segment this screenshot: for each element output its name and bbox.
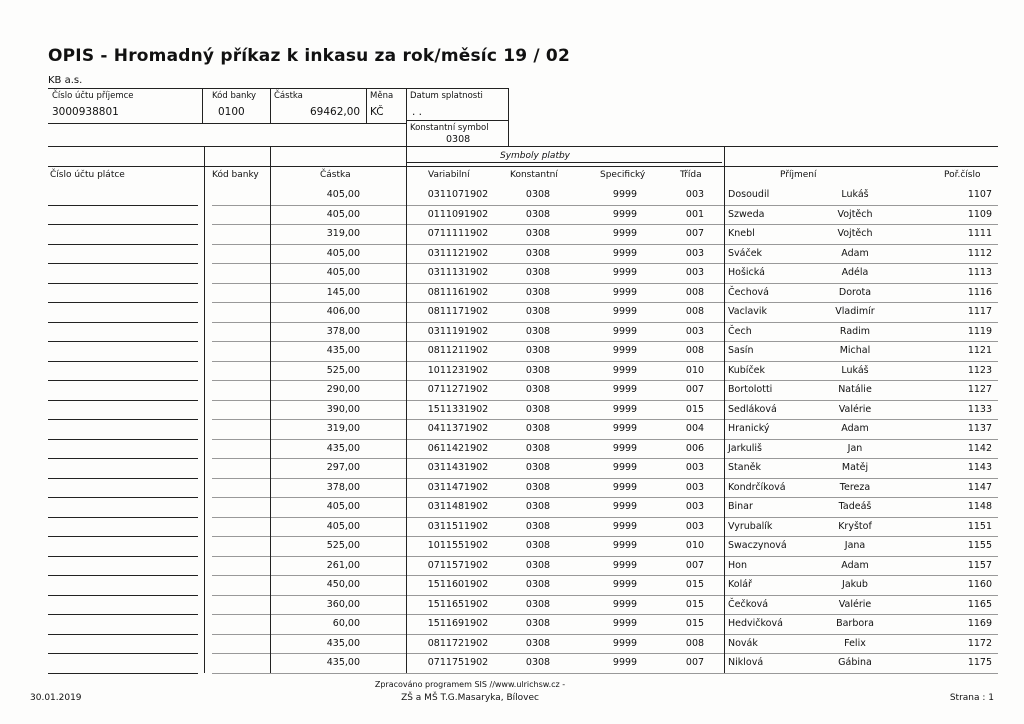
cell-class: 015 <box>685 618 705 629</box>
cell-name: Michal <box>839 345 871 356</box>
cell-class: 015 <box>685 579 705 590</box>
cell-surname: Kolář <box>728 579 752 590</box>
cell-surname: Kubíček <box>728 364 766 376</box>
table-row <box>0 341 1024 360</box>
table-row <box>0 361 1024 380</box>
cell-variable: 1011231902 <box>427 364 489 376</box>
cell-name: Adam <box>841 247 869 259</box>
cell-amount: 435,00 <box>326 657 360 668</box>
cell-variable: 0311471902 <box>427 481 489 493</box>
cell-specific: 9999 <box>612 208 638 220</box>
table-row <box>0 556 1024 575</box>
column-separator <box>406 146 407 673</box>
recipient-bank-code-value: 0100 <box>218 106 245 118</box>
cell-surname: Vaclavik <box>728 306 768 317</box>
cell-class: 004 <box>685 423 705 434</box>
cell-amount: 378,00 <box>326 481 360 493</box>
cell-constant: 0308 <box>525 442 551 454</box>
cell-name: Vladimír <box>835 306 875 317</box>
cell-order: 1117 <box>967 306 992 317</box>
cell-order: 1148 <box>967 501 992 512</box>
cell-class: 010 <box>685 540 705 551</box>
cell-specific: 9999 <box>612 442 638 454</box>
recipient-currency-label: Měna <box>370 91 394 101</box>
table-row <box>0 478 1024 497</box>
cell-specific: 9999 <box>612 637 638 649</box>
cell-order: 1165 <box>967 598 992 610</box>
cell-constant: 0308 <box>525 598 551 610</box>
table-row <box>0 263 1024 282</box>
table-header-line <box>48 166 998 167</box>
cell-order: 1155 <box>967 540 992 551</box>
cell-specific: 9999 <box>612 598 638 610</box>
cell-specific: 9999 <box>612 306 638 317</box>
recipient-account-value: 3000938801 <box>52 106 119 118</box>
cell-amount: 261,00 <box>326 559 360 571</box>
cell-specific: 9999 <box>612 423 638 434</box>
cell-specific: 9999 <box>612 481 638 493</box>
footer-program: Zpracováno programem SIS //www.ulrichsw.cz - <box>374 680 566 689</box>
cell-variable: 0711571902 <box>427 559 489 571</box>
cell-constant: 0308 <box>525 481 551 493</box>
cell-name: Adam <box>841 559 869 571</box>
cell-amount: 525,00 <box>326 364 360 376</box>
col-variable: Variabilní <box>428 170 470 180</box>
cell-order: 1119 <box>967 325 992 337</box>
cell-name: Vojtěch <box>837 228 873 239</box>
cell-constant: 0308 <box>525 306 551 317</box>
cell-order: 1157 <box>967 559 992 571</box>
cell-specific: 9999 <box>612 189 638 200</box>
cell-specific: 9999 <box>612 579 638 590</box>
table-row <box>0 283 1024 302</box>
table-row <box>0 595 1024 614</box>
cell-variable: 0311121902 <box>427 247 489 259</box>
cell-amount: 319,00 <box>326 228 360 239</box>
table-row <box>0 244 1024 263</box>
table-row <box>0 517 1024 536</box>
table-row <box>0 614 1024 633</box>
payer-account-line <box>48 673 198 674</box>
cell-variable: 1511331902 <box>427 403 489 415</box>
header-vline-1 <box>202 88 203 123</box>
cell-class: 003 <box>685 325 705 337</box>
cell-variable: 0811161902 <box>427 286 489 298</box>
cell-constant: 0308 <box>525 267 551 278</box>
cell-name: Adam <box>841 423 869 434</box>
cell-specific: 9999 <box>612 228 638 239</box>
header-vline-3 <box>366 88 367 123</box>
row-separator <box>212 673 998 674</box>
cell-constant: 0308 <box>525 559 551 571</box>
cell-constant: 0308 <box>525 540 551 551</box>
cell-constant: 0308 <box>525 208 551 220</box>
cell-surname: Knebl <box>728 228 755 239</box>
cell-name: Dorota <box>838 286 872 298</box>
cell-specific: 9999 <box>612 325 638 337</box>
cell-amount: 435,00 <box>326 442 360 454</box>
cell-variable: 1511601902 <box>427 579 489 590</box>
table-row <box>0 653 1024 672</box>
cell-class: 003 <box>685 481 705 493</box>
cell-surname: Jarkuliš <box>728 442 762 454</box>
cell-specific: 9999 <box>612 247 638 259</box>
cell-order: 1160 <box>967 579 992 590</box>
cell-variable: 0611421902 <box>427 442 489 454</box>
cell-variable: 0311071902 <box>427 189 489 200</box>
cell-class: 003 <box>685 501 705 512</box>
cell-specific: 9999 <box>612 501 638 512</box>
cell-variable: 0311511902 <box>427 520 489 532</box>
cell-constant: 0308 <box>525 325 551 337</box>
cell-order: 1169 <box>967 618 992 629</box>
cell-variable: 0711751902 <box>427 657 489 668</box>
bank-name: KB a.s. <box>48 75 83 86</box>
recipient-bank-code-label: Kód banky <box>212 91 257 101</box>
cell-class: 003 <box>685 247 705 259</box>
cell-constant: 0308 <box>525 189 551 200</box>
cell-class: 008 <box>685 286 705 298</box>
cell-class: 006 <box>685 442 705 454</box>
cell-class: 003 <box>685 462 705 473</box>
cell-amount: 319,00 <box>326 423 360 434</box>
constant-symbol-value: 0308 <box>446 134 471 145</box>
table-row <box>0 224 1024 243</box>
cell-amount: 435,00 <box>326 637 360 649</box>
cell-order: 1113 <box>967 267 992 278</box>
cell-class: 008 <box>685 637 705 649</box>
cell-name: Natálie <box>838 384 872 395</box>
cell-amount: 405,00 <box>326 247 360 259</box>
column-separator <box>204 146 205 673</box>
cell-specific: 9999 <box>612 657 638 668</box>
cell-specific: 9999 <box>612 540 638 551</box>
cell-order: 1143 <box>967 462 992 473</box>
cell-constant: 0308 <box>525 384 551 395</box>
cell-surname: Čečková <box>728 598 769 610</box>
cell-variable: 0311481902 <box>427 501 489 512</box>
col-surname: Příjmení <box>780 170 817 180</box>
cell-name: Valérie <box>838 403 872 415</box>
cell-amount: 405,00 <box>326 267 360 278</box>
cell-constant: 0308 <box>525 520 551 532</box>
cell-order: 1127 <box>967 384 992 395</box>
cell-surname: Vyrubalík <box>728 520 773 532</box>
cell-amount: 405,00 <box>326 520 360 532</box>
cell-amount: 450,00 <box>326 579 360 590</box>
cell-surname: Hedvičková <box>728 618 783 629</box>
cell-amount: 435,00 <box>326 345 360 356</box>
cell-surname: Sasín <box>728 345 754 356</box>
table-row <box>0 205 1024 224</box>
cell-amount: 145,00 <box>326 286 360 298</box>
recipient-amount-value: 69462,00 <box>310 106 361 118</box>
col-constant: Konstantní <box>510 170 558 180</box>
cell-specific: 9999 <box>612 520 638 532</box>
cell-constant: 0308 <box>525 228 551 239</box>
table-row <box>0 419 1024 438</box>
table-row <box>0 302 1024 321</box>
recipient-account-label: Číslo účtu příjemce <box>52 91 134 101</box>
cell-class: 003 <box>685 520 705 532</box>
col-payer-account: Číslo účtu plátce <box>50 170 125 180</box>
footer-school: ZŠ a MŠ T.G.Masaryka, Bílovec <box>401 693 539 703</box>
cell-amount: 290,00 <box>326 384 360 395</box>
cell-order: 1111 <box>967 228 992 239</box>
table-row <box>0 185 1024 204</box>
cell-name: Vojtěch <box>837 208 873 220</box>
cell-surname: Sváček <box>728 247 763 259</box>
table-row <box>0 322 1024 341</box>
cell-class: 003 <box>685 267 705 278</box>
cell-surname: Niklová <box>728 657 764 668</box>
cell-class: 010 <box>685 364 705 376</box>
table-row <box>0 439 1024 458</box>
cell-order: 1147 <box>967 481 992 493</box>
cell-order: 1133 <box>967 403 992 415</box>
table-top-line <box>48 146 998 147</box>
cell-surname: Hon <box>728 559 747 571</box>
cell-order: 1137 <box>967 423 992 434</box>
cell-amount: 378,00 <box>326 325 360 337</box>
cell-variable: 0811721902 <box>427 637 489 649</box>
cell-name: Kryštof <box>838 520 872 532</box>
due-bottom-line <box>406 120 508 121</box>
column-separator <box>270 146 271 673</box>
page-title: OPIS - Hromadný příkaz k inkasu za rok/měsíc 19 / 02 <box>48 46 570 66</box>
cell-surname: Szweda <box>728 208 765 220</box>
table-row <box>0 458 1024 477</box>
cell-name: Gábina <box>838 657 872 668</box>
cell-order: 1121 <box>967 345 992 356</box>
cell-order: 1175 <box>967 657 992 668</box>
cell-constant: 0308 <box>525 247 551 259</box>
cell-amount: 525,00 <box>326 540 360 551</box>
cell-constant: 0308 <box>525 657 551 668</box>
cell-order: 1109 <box>967 208 992 220</box>
cell-name: Tadeáš <box>838 501 872 512</box>
cell-class: 007 <box>685 384 705 395</box>
cell-order: 1123 <box>967 364 992 376</box>
col-bank-code: Kód banky <box>212 170 259 180</box>
cell-surname: Novák <box>728 637 758 649</box>
cell-specific: 9999 <box>612 345 638 356</box>
cell-surname: Hošická <box>728 267 765 278</box>
cell-surname: Hranický <box>728 423 770 434</box>
recipient-amount-label: Částka <box>274 91 303 101</box>
cell-specific: 9999 <box>612 462 638 473</box>
cell-variable: 1511691902 <box>427 618 489 629</box>
column-separator <box>724 146 725 673</box>
symbols-label: Symboly platby <box>500 151 571 161</box>
cell-variable: 0311191902 <box>427 325 489 337</box>
col-order: Poř.číslo <box>944 170 981 180</box>
cell-order: 1112 <box>967 247 992 259</box>
cell-class: 007 <box>685 228 705 239</box>
cell-specific: 9999 <box>612 364 638 376</box>
cell-class: 015 <box>685 403 705 415</box>
cell-constant: 0308 <box>525 462 551 473</box>
cell-variable: 0711271902 <box>427 384 489 395</box>
header-vline-5 <box>508 88 509 146</box>
cell-class: 007 <box>685 559 705 571</box>
cell-specific: 9999 <box>612 403 638 415</box>
cell-specific: 9999 <box>612 618 638 629</box>
cell-variable: 0311131902 <box>427 267 489 278</box>
cell-class: 007 <box>685 657 705 668</box>
cell-amount: 405,00 <box>326 189 360 200</box>
cell-amount: 360,00 <box>326 598 360 610</box>
cell-constant: 0308 <box>525 637 551 649</box>
cell-order: 1151 <box>967 520 992 532</box>
cell-name: Barbora <box>836 618 874 629</box>
due-date-label: Datum splatnosti <box>410 91 483 101</box>
cell-constant: 0308 <box>525 286 551 298</box>
cell-class: 008 <box>685 306 705 317</box>
col-class: Třída <box>680 170 702 180</box>
cell-constant: 0308 <box>525 579 551 590</box>
cell-amount: 297,00 <box>326 462 360 473</box>
symbols-line <box>406 162 722 163</box>
cell-constant: 0308 <box>525 501 551 512</box>
table-row <box>0 634 1024 653</box>
cell-specific: 9999 <box>612 384 638 395</box>
cell-variable: 0411371902 <box>427 423 489 434</box>
cell-surname: Kondrčíková <box>728 481 786 493</box>
header-mid-line <box>48 123 406 124</box>
cell-specific: 9999 <box>612 267 638 278</box>
cell-surname: Čechová <box>728 286 769 298</box>
cell-order: 1116 <box>967 286 992 298</box>
cell-specific: 9999 <box>612 559 638 571</box>
cell-constant: 0308 <box>525 345 551 356</box>
cell-class: 001 <box>685 208 705 220</box>
cell-constant: 0308 <box>525 364 551 376</box>
due-date-value: . . <box>412 106 423 118</box>
cell-class: 015 <box>685 598 705 610</box>
cell-surname: Binar <box>728 501 753 512</box>
constant-symbol-label: Konstantní symbol <box>410 123 489 133</box>
cell-surname: Bortolotti <box>728 384 773 395</box>
cell-name: Jakub <box>842 579 868 590</box>
cell-name: Lukáš <box>841 364 869 376</box>
cell-variable: 0811211902 <box>427 345 489 356</box>
cell-variable: 1011551902 <box>427 540 489 551</box>
cell-class: 003 <box>685 189 705 200</box>
cell-name: Felix <box>844 637 866 649</box>
col-amount: Částka <box>320 170 351 180</box>
cell-amount: 390,00 <box>326 403 360 415</box>
cell-name: Matěj <box>841 462 869 473</box>
cell-order: 1172 <box>967 637 992 649</box>
cell-order: 1142 <box>967 442 992 454</box>
table-row <box>0 400 1024 419</box>
cell-surname: Čech <box>728 325 752 337</box>
cell-variable: 0311431902 <box>427 462 489 473</box>
cell-constant: 0308 <box>525 403 551 415</box>
cell-amount: 405,00 <box>326 501 360 512</box>
cell-amount: 406,00 <box>326 306 360 317</box>
header-vline-2 <box>270 88 271 123</box>
cell-name: Jan <box>847 442 863 454</box>
cell-surname: Swaczynová <box>728 540 787 551</box>
cell-name: Jana <box>844 540 866 551</box>
cell-variable: 1511651902 <box>427 598 489 610</box>
cell-variable: 0711111902 <box>427 228 489 239</box>
cell-name: Tereza <box>839 481 871 493</box>
cell-constant: 0308 <box>525 618 551 629</box>
cell-surname: Staněk <box>728 462 761 473</box>
footer-date: 30.01.2019 <box>30 693 82 703</box>
cell-name: Lukáš <box>841 189 869 200</box>
recipient-currency-value: KČ <box>370 106 384 118</box>
table-row <box>0 497 1024 516</box>
cell-surname: Sedláková <box>728 403 777 415</box>
cell-order: 1107 <box>967 189 992 200</box>
cell-specific: 9999 <box>612 286 638 298</box>
cell-class: 008 <box>685 345 705 356</box>
cell-amount: 60,00 <box>332 618 360 629</box>
cell-surname: Dosoudil <box>728 189 770 200</box>
cell-name: Adéla <box>841 267 869 278</box>
header-vline-4 <box>406 88 407 146</box>
cell-constant: 0308 <box>525 423 551 434</box>
cell-variable: 0111091902 <box>427 208 489 220</box>
table-row <box>0 536 1024 555</box>
table-row <box>0 380 1024 399</box>
table-row <box>0 575 1024 594</box>
col-specific: Specifický <box>600 170 646 180</box>
cell-amount: 405,00 <box>326 208 360 220</box>
cell-variable: 0811171902 <box>427 306 489 317</box>
header-top-line <box>48 88 508 89</box>
cell-name: Valérie <box>838 598 872 610</box>
footer-page: Strana : 1 <box>949 693 994 703</box>
cell-name: Radim <box>839 325 871 337</box>
